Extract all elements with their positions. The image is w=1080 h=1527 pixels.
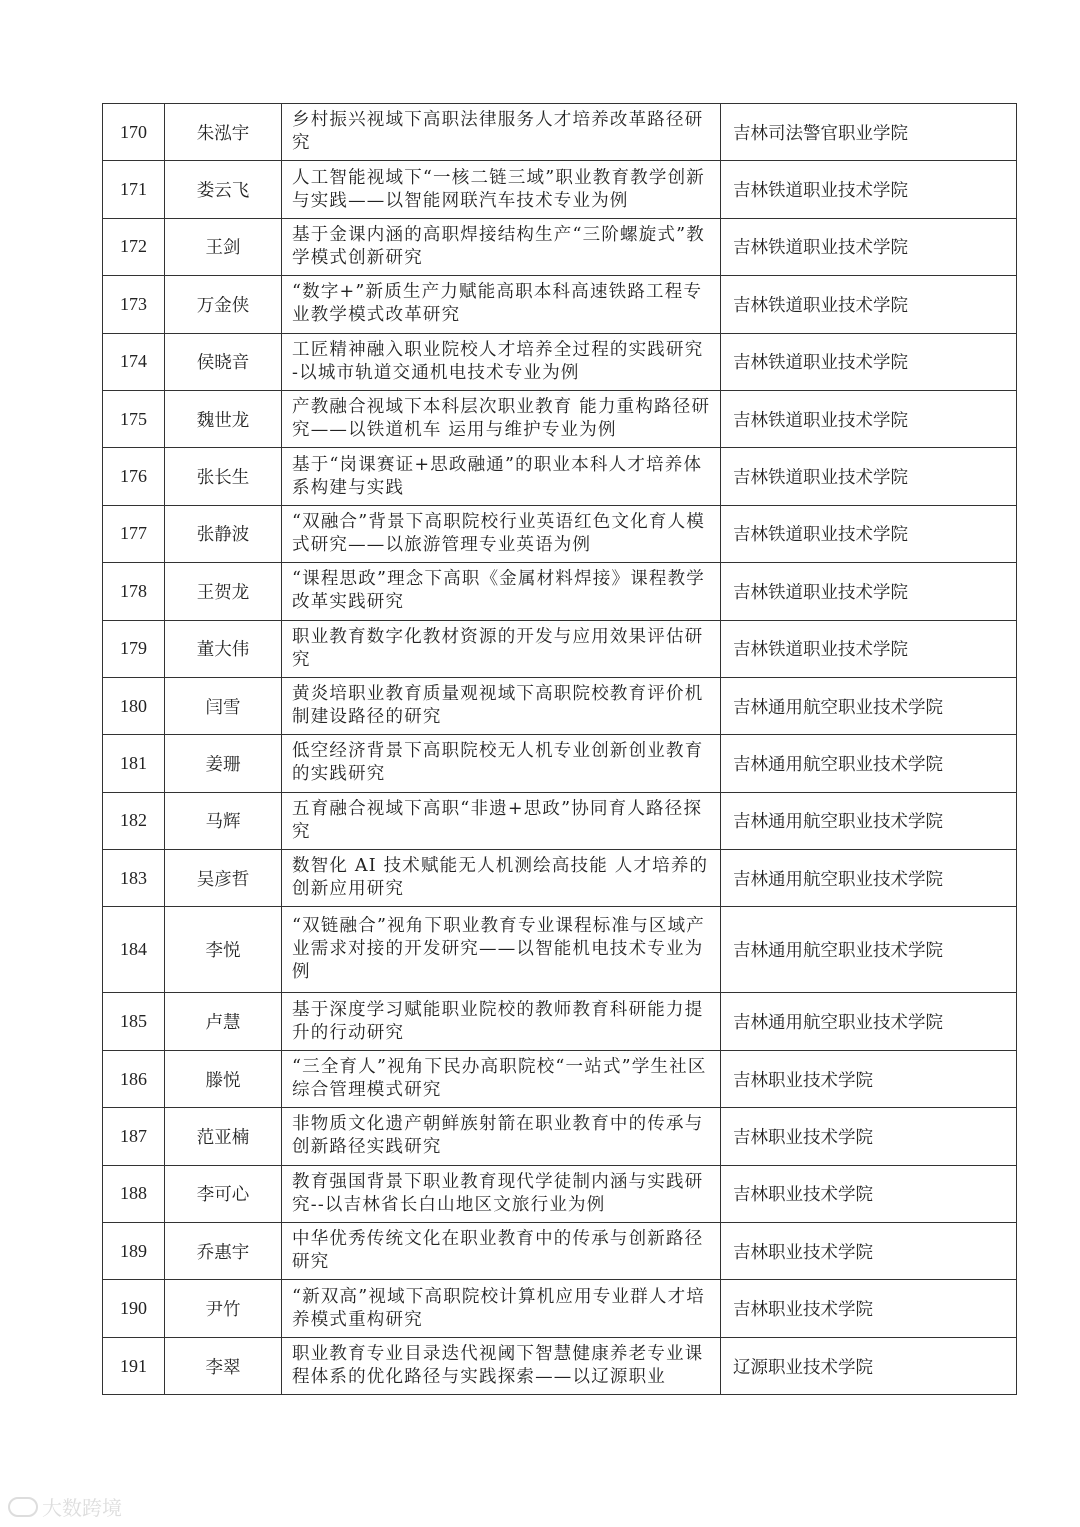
project-title: 人工智能视域下“一核二链三域”职业教育教学创新与实践——以智能网联汽车技术专业为例 (282, 161, 721, 218)
author-name: 魏世龙 (165, 390, 282, 447)
table-row (103, 505, 1017, 562)
row-number: 180 (103, 677, 165, 734)
row-number: 191 (103, 1337, 165, 1394)
table-row (103, 448, 1017, 505)
project-list-table (102, 103, 1017, 1395)
row-number: 174 (103, 333, 165, 390)
institution: 吉林职业技术学院 (721, 1108, 1017, 1165)
author-name: 侯晓音 (165, 333, 282, 390)
institution: 吉林铁道职业技术学院 (721, 161, 1017, 218)
row-number: 181 (103, 735, 165, 792)
author-name: 闫雪 (165, 677, 282, 734)
author-name: 张静波 (165, 505, 282, 562)
project-title: 教育强国背景下职业教育现代学徒制内涵与实践研究--以吉林省长白山地区文旅行业为例 (282, 1165, 721, 1222)
row-number: 175 (103, 390, 165, 447)
author-name: 马辉 (165, 792, 282, 849)
project-title: 低空经济背景下高职院校无人机专业创新创业教育的实践研究 (282, 735, 721, 792)
project-title: 黄炎培职业教育质量观视域下高职院校教育评价机制建设路径的研究 (282, 677, 721, 734)
author-name: 尹竹 (165, 1280, 282, 1337)
row-number: 182 (103, 792, 165, 849)
table-row (103, 850, 1017, 907)
institution: 吉林通用航空职业技术学院 (721, 907, 1017, 993)
institution: 吉林铁道职业技术学院 (721, 218, 1017, 275)
row-number: 179 (103, 620, 165, 677)
row-number: 190 (103, 1280, 165, 1337)
project-title: 基于深度学习赋能职业院校的教师教育科研能力提升的行动研究 (282, 993, 721, 1050)
row-number: 170 (103, 104, 165, 161)
institution: 吉林通用航空职业技术学院 (721, 993, 1017, 1050)
row-number: 184 (103, 907, 165, 993)
table-row (103, 1280, 1017, 1337)
project-title: 工匠精神融入职业院校人才培养全过程的实践研究 -以城市轨道交通机电技术专业为例 (282, 333, 721, 390)
table-row (103, 907, 1017, 993)
institution: 吉林通用航空职业技术学院 (721, 792, 1017, 849)
row-number: 172 (103, 218, 165, 275)
row-number: 176 (103, 448, 165, 505)
row-number: 178 (103, 563, 165, 620)
table-row (103, 993, 1017, 1050)
project-title: 职业教育数字化教材资源的开发与应用效果评估研究 (282, 620, 721, 677)
table-row (103, 333, 1017, 390)
project-title: “课程思政”理念下高职《金属材料焊接》课程教学改革实践研究 (282, 563, 721, 620)
institution: 吉林铁道职业技术学院 (721, 563, 1017, 620)
table-row (103, 1108, 1017, 1165)
institution: 吉林职业技术学院 (721, 1165, 1017, 1222)
institution: 吉林铁道职业技术学院 (721, 333, 1017, 390)
project-title: 基于金课内涵的高职焊接结构生产“三阶螺旋式”教学模式创新研究 (282, 218, 721, 275)
institution: 吉林铁道职业技术学院 (721, 448, 1017, 505)
table-row (103, 1050, 1017, 1107)
table-row (103, 1337, 1017, 1394)
table-row (103, 104, 1017, 161)
institution: 吉林铁道职业技术学院 (721, 276, 1017, 333)
author-name: 万金侠 (165, 276, 282, 333)
table-row (103, 735, 1017, 792)
institution: 吉林职业技术学院 (721, 1280, 1017, 1337)
project-title: 非物质文化遗产朝鲜族射箭在职业教育中的传承与创新路径实践研究 (282, 1108, 721, 1165)
project-title: 基于“岗课赛证+思政融通”的职业本科人才培养体系构建与实践 (282, 448, 721, 505)
author-name: 滕悦 (165, 1050, 282, 1107)
author-name: 姜珊 (165, 735, 282, 792)
author-name: 董大伟 (165, 620, 282, 677)
watermark-text: 大数跨境 (42, 1496, 122, 1520)
project-title: “新双高”视域下高职院校计算机应用专业群人才培养模式重构研究 (282, 1280, 721, 1337)
institution: 吉林通用航空职业技术学院 (721, 850, 1017, 907)
author-name: 李可心 (165, 1165, 282, 1222)
institution: 吉林铁道职业技术学院 (721, 390, 1017, 447)
author-name: 娄云飞 (165, 161, 282, 218)
table-row (103, 563, 1017, 620)
table-row (103, 1165, 1017, 1222)
institution: 吉林通用航空职业技术学院 (721, 677, 1017, 734)
watermark (8, 1492, 122, 1521)
table-row (103, 276, 1017, 333)
row-number: 177 (103, 505, 165, 562)
author-name: 王剑 (165, 218, 282, 275)
table-row (103, 161, 1017, 218)
project-title: “数字+”新质生产力赋能高职本科高速铁路工程专业教学模式改革研究 (282, 276, 721, 333)
project-title: “双融合”背景下高职院校行业英语红色文化育人模式研究——以旅游管理专业英语为例 (282, 505, 721, 562)
row-number: 171 (103, 161, 165, 218)
watermark-logo-icon (8, 1497, 38, 1517)
table-row (103, 792, 1017, 849)
row-number: 173 (103, 276, 165, 333)
author-name: 王贺龙 (165, 563, 282, 620)
institution: 吉林铁道职业技术学院 (721, 620, 1017, 677)
row-number: 188 (103, 1165, 165, 1222)
project-title: 五育融合视域下高职“非遗+思政”协同育人路径探究 (282, 792, 721, 849)
project-title: 职业教育专业目录迭代视阈下智慧健康养老专业课程体系的优化路径与实践探索——以辽源职业 (282, 1337, 721, 1394)
institution: 吉林司法警官职业学院 (721, 104, 1017, 161)
table-row (103, 218, 1017, 275)
author-name: 朱泓宇 (165, 104, 282, 161)
author-name: 范亚楠 (165, 1108, 282, 1165)
institution: 吉林职业技术学院 (721, 1223, 1017, 1280)
row-number: 185 (103, 993, 165, 1050)
row-number: 183 (103, 850, 165, 907)
table-row (103, 390, 1017, 447)
project-title: 中华优秀传统文化在职业教育中的传承与创新路径研究 (282, 1223, 721, 1280)
project-title: “双链融合”视角下职业教育专业课程标准与区域产业需求对接的开发研究——以智能机电技术专业为例 (282, 907, 721, 993)
project-title: 数智化 AI 技术赋能无人机测绘高技能 人才培养的创新应用研究 (282, 850, 721, 907)
table-row (103, 620, 1017, 677)
author-name: 李翠 (165, 1337, 282, 1394)
table-row (103, 677, 1017, 734)
institution: 辽源职业技术学院 (721, 1337, 1017, 1394)
author-name: 李悦 (165, 907, 282, 993)
author-name: 卢慧 (165, 993, 282, 1050)
author-name: 乔惠宇 (165, 1223, 282, 1280)
project-title: 产教融合视域下本科层次职业教育 能力重构路径研究——以铁道机车 运用与维护专业为例 (282, 390, 721, 447)
institution: 吉林通用航空职业技术学院 (721, 735, 1017, 792)
row-number: 186 (103, 1050, 165, 1107)
row-number: 187 (103, 1108, 165, 1165)
author-name: 吴彦哲 (165, 850, 282, 907)
project-title: “三全育人”视角下民办高职院校“一站式”学生社区综合管理模式研究 (282, 1050, 721, 1107)
row-number: 189 (103, 1223, 165, 1280)
project-title: 乡村振兴视域下高职法律服务人才培养改革路径研究 (282, 104, 721, 161)
author-name: 张长生 (165, 448, 282, 505)
institution: 吉林职业技术学院 (721, 1050, 1017, 1107)
institution: 吉林铁道职业技术学院 (721, 505, 1017, 562)
table-row (103, 1223, 1017, 1280)
